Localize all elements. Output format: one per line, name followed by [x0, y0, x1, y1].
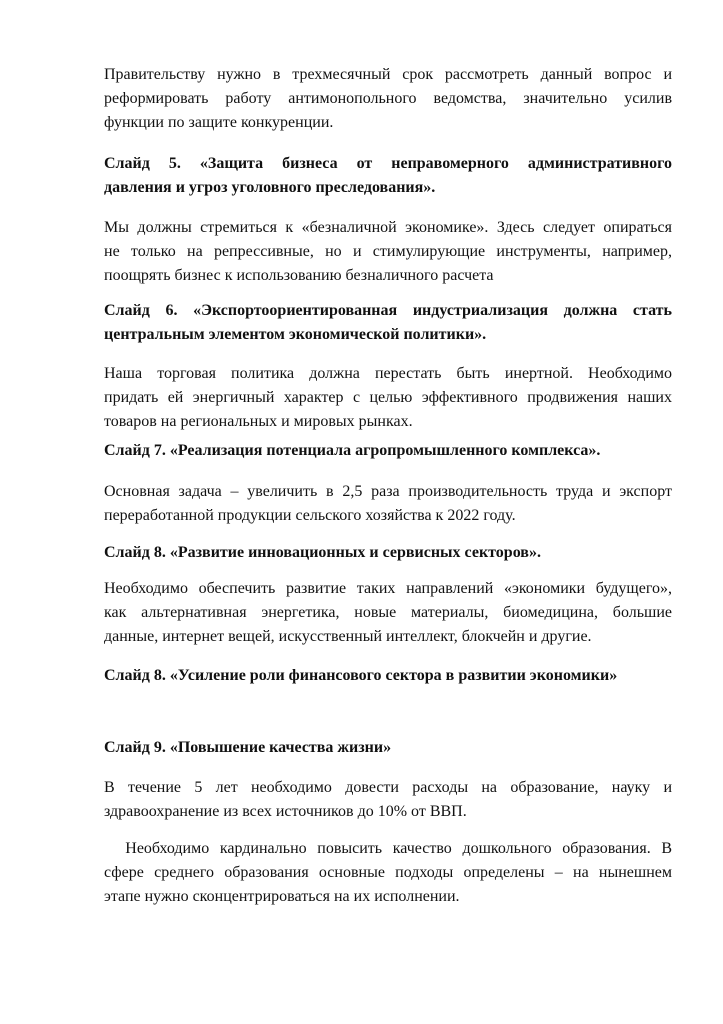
text-line: реформировать работу антимонопольного ведомства, значительно усилив: [104, 90, 672, 107]
text-line: этапе нужно сконцентрироваться на их исполнении.: [104, 888, 460, 905]
text-line: В течение 5 лет необходимо довести расходы на образование, науку и: [104, 779, 672, 796]
text-line: придать ей энергичный характер с целью эффективного продвижения наших: [104, 389, 672, 406]
heading-slide-7: [104, 439, 672, 463]
heading-line: Слайд 6. «Экспортоориентированная индустриализация должна стать: [104, 302, 672, 319]
text-line: как альтернативная энергетика, новые материалы, биомедицина, большие: [104, 604, 672, 621]
paragraph-future-economy: [104, 577, 672, 649]
text-line: товаров на региональных и мировых рынках.: [104, 413, 413, 430]
paragraph-trade-policy: [104, 362, 672, 434]
text-line: Наша торговая политика должна перестать быть инертной. Необходимо: [104, 365, 672, 382]
heading-slide-6: [104, 299, 672, 347]
paragraph-agriculture: [104, 480, 672, 528]
paragraph-cashless-economy: [104, 216, 672, 288]
text-line: сфере среднего образования основные подходы определены – на нынешнем: [104, 864, 672, 881]
heading-slide-8-finance: [104, 664, 672, 688]
heading-line: Слайд 7. «Реализация потенциала агропромышленного комплекса».: [104, 442, 601, 459]
heading-line: Слайд 8. «Развитие инновационных и сервисных секторов».: [104, 544, 541, 561]
text-line: переработанной продукции сельского хозяйства к 2022 году.: [104, 507, 516, 524]
text-line: функции по защите конкуренции.: [104, 114, 334, 131]
text-line: Основная задача – увеличить в 2,5 раза производительность труда и экспорт: [104, 483, 672, 500]
text-line: поощрять бизнес к использованию безналичного расчета: [104, 267, 494, 284]
heading-line: давления и угроз уголовного преследования».: [104, 179, 436, 196]
heading-slide-9: [104, 736, 672, 760]
text-line: здравоохранение из всех источников до 10% от ВВП.: [104, 803, 467, 820]
text-line: данные, интернет вещей, искусственный интеллект, блокчейн и другие.: [104, 628, 592, 645]
text-line: Правительству нужно в трехмесячный срок рассмотреть данный вопрос и: [104, 66, 672, 83]
heading-line: Слайд 9. «Повышение качества жизни»: [104, 739, 392, 756]
text-line: Мы должны стремиться к «безналичной экономике». Здесь следует опираться: [104, 219, 672, 236]
heading-slide-8-innovation: [104, 541, 672, 565]
heading-slide-5: [104, 152, 672, 200]
heading-line: центральным элементом экономической политики».: [104, 326, 487, 343]
paragraph-spending: [104, 776, 672, 824]
text-line: Необходимо кардинально повысить качество дошкольного образования. В: [104, 840, 672, 857]
heading-line: Слайд 5. «Защита бизнеса от неправомерного административного: [104, 155, 672, 172]
text-line: не только на репрессивные, но и стимулирующие инструменты, например,: [104, 243, 672, 260]
paragraph-competition: [104, 63, 672, 135]
heading-line: Слайд 8. «Усиление роли финансового сектора в развитии экономики»: [104, 667, 618, 684]
paragraph-education: [104, 837, 672, 909]
text-line: Необходимо обеспечить развитие таких направлений «экономики будущего»,: [104, 580, 672, 597]
